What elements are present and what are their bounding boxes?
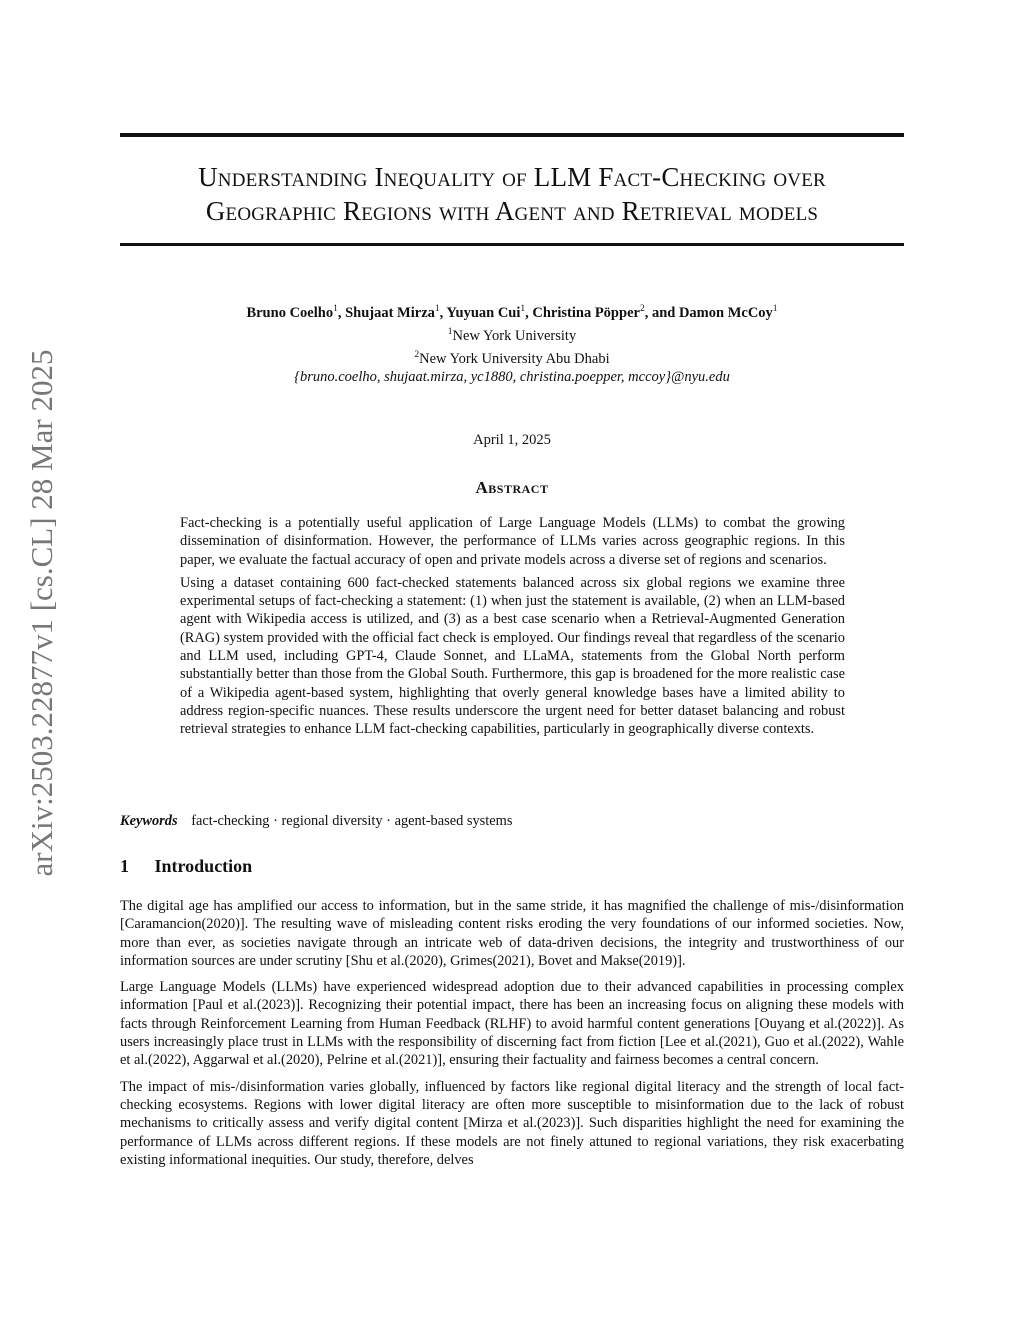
abstract-paragraph-1: Fact-checking is a potentially useful application of Large Language Models (LLMs) to combat the growing dissemination of disinformation. However, the performance of LLMs varies across geographic regions. In this paper, we evaluate the factual accuracy of open and private models across a diverse set of regions and scenarios. xyxy=(180,515,845,568)
affiliation-name: New York University Abu Dhabi xyxy=(419,350,610,367)
title-bottom-rule xyxy=(120,243,904,246)
author-separator: , xyxy=(525,304,533,321)
keywords-text: fact-checking · regional diversity · agent-based systems xyxy=(191,813,513,829)
title-top-rule xyxy=(120,133,904,137)
affiliation-name: New York University xyxy=(452,327,577,344)
affiliation-2 xyxy=(120,346,904,369)
body-paragraph-2: Large Language Models (LLMs) have experienced widespread adoption due to their advanced capabilities in processing complex information [Paul et al.(2023)]. Recognizing their potential impact, there has been an increasing focus on aligning these models with facts through Reinforcement Learning from Human Feedback (RLHF) to avoid harmful content generations [Ouyang et al.(2022)]. As users increasingly place trust in LLMs with the responsibility of discerning fact from fiction [Lee et al.(2021), Guo et al.(2022), Wahle et al.(2022), Aggarwal et al.(2020), Pelrine et al.(2021)], ensuring their factuality and fairness becomes a central concern. xyxy=(120,979,904,1069)
author-name: Damon McCoy xyxy=(678,304,773,321)
body-paragraph-1: The digital age has amplified our access to information, but in the same stride, it has magnified the challenge of mis-/disinformation [Caramancion(2020)]. The resulting wave of misleading content risks eroding the very foundations of our informed societies. Now, more than ever, as societies navigate through an intricate web of data-driven decisions, the integrity and trustworthiness of our information sources are under scrutiny [Shu et al.(2020), Grimes(2021), Bovet and Makse(2019)]. xyxy=(120,898,904,969)
author-affiliation-mark: 1 xyxy=(434,304,440,314)
title-line-1: Understanding Inequality of LLM Fact-Checking over xyxy=(198,162,826,192)
author-affiliation-mark: 1 xyxy=(772,304,778,314)
author-block xyxy=(120,300,904,387)
affiliation-mark: 1 xyxy=(447,326,453,337)
section-title: Introduction xyxy=(154,856,253,876)
title-line-2: Geographic Regions with Agent and Retrieval models xyxy=(205,196,819,226)
author-emails: {bruno.coelho, shujaat.mirza, yc1880, christina.poepper, mccoy}@nyu.edu xyxy=(294,369,730,386)
abstract-paragraph-2: Using a dataset containing 600 fact-checked statements balanced across six global regions we examine three experimental setups of fact-checking a statement: (1) when just the statement is available, (2) when an LLM-based agent with Wikipedia access is utilized, and (3) as a best case scenario when a Retrieval-Augmented Generation (RAG) system provided with the official fact check is employed. Our findings reveal that regardless of the scenario and LLM used, including GPT-4, Claude Sonnet, and LLaMA, statements from the Global North perform substantially better than those from the Global South. Furthermore, this gap is broadened for the more realistic case of a Wikipedia agent-based system, highlighting that overly general knowledge bases have a limited ability to address region-specific nuances. These results underscore the urgent need for better dataset balancing and robust retrieval strategies to enhance LLM fact-checking capabilities, particularly in geographically diverse contexts. xyxy=(180,574,845,738)
arxiv-sidebar xyxy=(12,318,72,908)
author-affiliation-mark: 1 xyxy=(520,304,526,314)
author-names xyxy=(120,300,904,323)
author-separator: , xyxy=(337,304,346,321)
section-heading-introduction xyxy=(120,856,904,877)
affiliation-mark: 2 xyxy=(414,349,420,360)
author-affiliation-mark: 1 xyxy=(333,304,338,314)
abstract-heading: Abstract xyxy=(475,478,549,497)
author-separator: , and xyxy=(644,304,679,321)
author-separator: , xyxy=(439,304,447,321)
paper-date: April 1, 2025 xyxy=(473,432,551,448)
introduction-body xyxy=(120,897,904,1177)
author-name: Shujaat Mirza xyxy=(345,304,435,321)
section-number: 1 xyxy=(120,856,129,876)
abstract-body xyxy=(180,514,845,744)
arxiv-identifier: arXiv:2503.22877v1 [cs.CL] 28 Mar 2025 xyxy=(24,349,59,877)
paper-title xyxy=(120,160,904,228)
author-name: Christina Pöpper xyxy=(532,304,640,321)
author-name: Bruno Coelho xyxy=(246,304,334,321)
keywords-line xyxy=(120,812,904,830)
author-affiliation-mark: 2 xyxy=(639,304,645,314)
keywords-label: Keywords xyxy=(120,813,178,829)
body-paragraph-3: The impact of mis-/disinformation varies globally, influenced by factors like regional digital literacy and the strength of local fact-checking ecosystems. Regions with lower digital literacy are often more susceptible to misinformation due to the lack of robust mechanisms to critically assess and verify digital content [Mirza et al.(2023)]. Such disparities highlight the need for examining the performance of LLMs across different regions. If these models are not finely attuned to regional variations, they risk exacerbating existing informational inequities. Our study, therefore, delves xyxy=(120,1078,904,1168)
author-name: Yuyuan Cui xyxy=(446,304,521,321)
affiliation-1 xyxy=(120,323,904,346)
